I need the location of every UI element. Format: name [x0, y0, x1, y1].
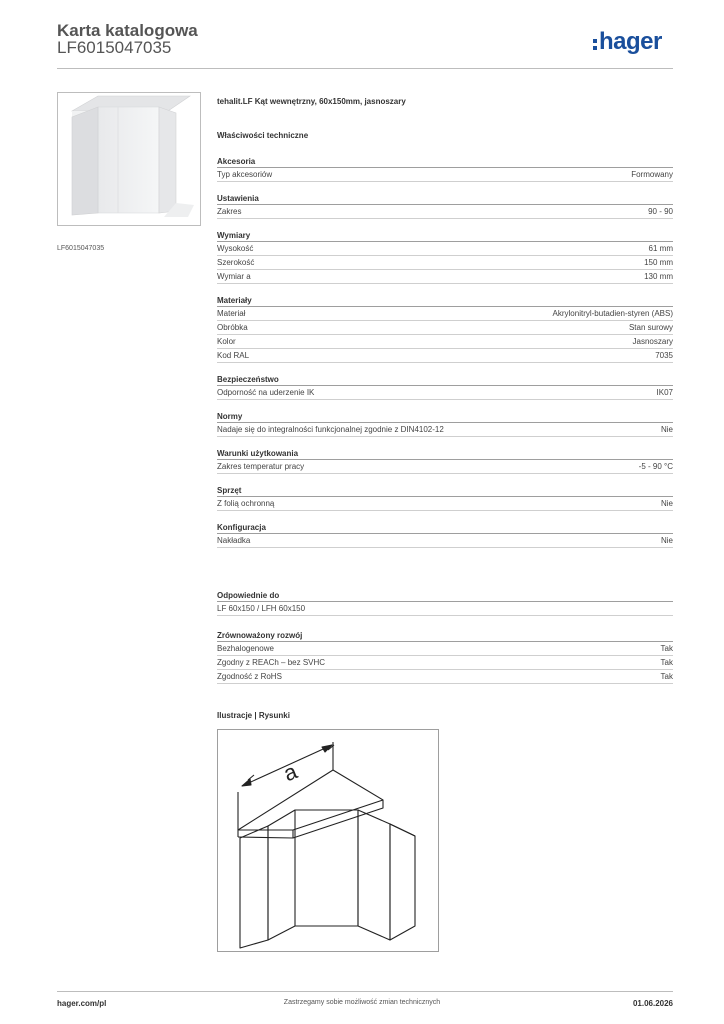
property-value: 7035 [655, 351, 673, 360]
section-sustainability [217, 630, 673, 684]
property-label: Zakres [217, 207, 242, 216]
property-row [217, 423, 673, 437]
dimension-label-a: a [279, 758, 301, 787]
section-konfiguracja [217, 522, 673, 548]
property-value: Nie [660, 425, 673, 434]
property-label: Zgodny z REACh – bez SVHC [217, 658, 326, 667]
property-label: Wysokość [217, 244, 254, 253]
footer-divider [57, 991, 673, 992]
logo-dots-icon [593, 39, 597, 50]
property-row [217, 670, 673, 684]
section-title: Odpowiednie do [217, 590, 673, 602]
property-value: IK07 [656, 388, 673, 397]
property-value: Tak [660, 644, 673, 653]
section-ustawienia [217, 193, 673, 219]
product-title: tehalit.LF Kąt wewnętrzny, 60x150mm, jasnoszary [217, 97, 406, 106]
section-suitable [217, 590, 673, 616]
product-photo-image [58, 93, 200, 225]
property-row [217, 386, 673, 400]
property-value: Tak [660, 658, 673, 667]
property-row [217, 497, 673, 511]
section-title: Warunki użytkowania [217, 448, 673, 460]
property-value: -5 - 90 °C [638, 462, 673, 471]
product-photo [57, 92, 201, 226]
property-value: 150 mm [644, 258, 673, 267]
section-materialy [217, 295, 673, 363]
section-akcesoria [217, 156, 673, 182]
property-label: Nadaje się do integralności funkcjonalnej zgodnie z DIN4102-12 [217, 425, 444, 434]
property-label: Nakładka [217, 536, 251, 545]
property-label: Zgodność z RoHS [217, 672, 282, 681]
section-title: Materiały [217, 295, 673, 307]
property-label: Z folią ochronną [217, 499, 275, 508]
section-title: Akcesoria [217, 156, 673, 168]
footer-website[interactable]: hager.com/pl [57, 999, 107, 1008]
property-value: Nie [660, 499, 673, 508]
property-label: Bezhalogenowe [217, 644, 274, 653]
section-bezpieczenstwo [217, 374, 673, 400]
property-value: 90 - 90 [648, 207, 673, 216]
section-title: Wymiary [217, 230, 673, 242]
property-value: Tak [660, 672, 673, 681]
property-label: Zakres temperatur pracy [217, 462, 305, 471]
property-row [217, 321, 673, 335]
property-label: Materiał [217, 309, 246, 318]
header-code: LF6015047035 [57, 38, 172, 57]
property-row [217, 602, 673, 616]
section-title: Bezpieczeństwo [217, 374, 673, 386]
property-label: Szerokość [217, 258, 255, 267]
section-title: Zrównoważony rozwój [217, 630, 673, 642]
property-value: 61 mm [648, 244, 673, 253]
header-title: Karta katalogowa [57, 21, 198, 40]
section-title: Konfiguracja [217, 522, 673, 534]
property-row [217, 307, 673, 321]
property-label: Wymiar a [217, 272, 251, 281]
footer-notice: Zastrzegamy sobie możliwość zmian technicznych [283, 999, 441, 1006]
property-label: Obróbka [217, 323, 248, 332]
technical-drawing-image [218, 730, 438, 951]
section-title: Ustawienia [217, 193, 673, 205]
property-value: Stan surowy [628, 323, 673, 332]
section-wymiary [217, 230, 673, 284]
technical-drawing [217, 729, 439, 952]
illustrations-title: Ilustracje | Rysunki [217, 711, 290, 720]
section-sprzet [217, 485, 673, 511]
property-value: Jasnoszary [632, 337, 673, 346]
section-title: Sprzęt [217, 485, 673, 497]
photo-caption: LF6015047035 [57, 245, 105, 252]
property-row [217, 256, 673, 270]
property-row [217, 270, 673, 284]
property-label: Kolor [217, 337, 236, 346]
technical-sections [217, 156, 673, 548]
property-label: Odporność na uderzenie IK [217, 388, 315, 397]
section-warunki [217, 448, 673, 474]
property-label: LF 60x150 / LFH 60x150 [217, 604, 306, 613]
logo-text: hager [599, 28, 662, 55]
header-divider [57, 68, 673, 69]
property-label: Typ akcesoriów [217, 170, 273, 179]
property-row [217, 242, 673, 256]
property-row [217, 349, 673, 363]
property-label: Kod RAL [217, 351, 250, 360]
technical-properties-title: Właściwości techniczne [217, 131, 309, 140]
section-normy [217, 411, 673, 437]
section-title: Normy [217, 411, 673, 423]
property-row [217, 335, 673, 349]
property-value: Formowany [631, 170, 673, 179]
property-value: Nie [660, 536, 673, 545]
footer-date: 01.06.2026 [632, 999, 673, 1008]
property-row [217, 205, 673, 219]
property-value: Akrylonitryl-butadien-styren (ABS) [552, 309, 673, 318]
property-row [217, 534, 673, 548]
property-row [217, 168, 673, 182]
property-row [217, 656, 673, 670]
hager-logo [593, 27, 662, 57]
property-value: 130 mm [644, 272, 673, 281]
property-row [217, 460, 673, 474]
property-row [217, 642, 673, 656]
